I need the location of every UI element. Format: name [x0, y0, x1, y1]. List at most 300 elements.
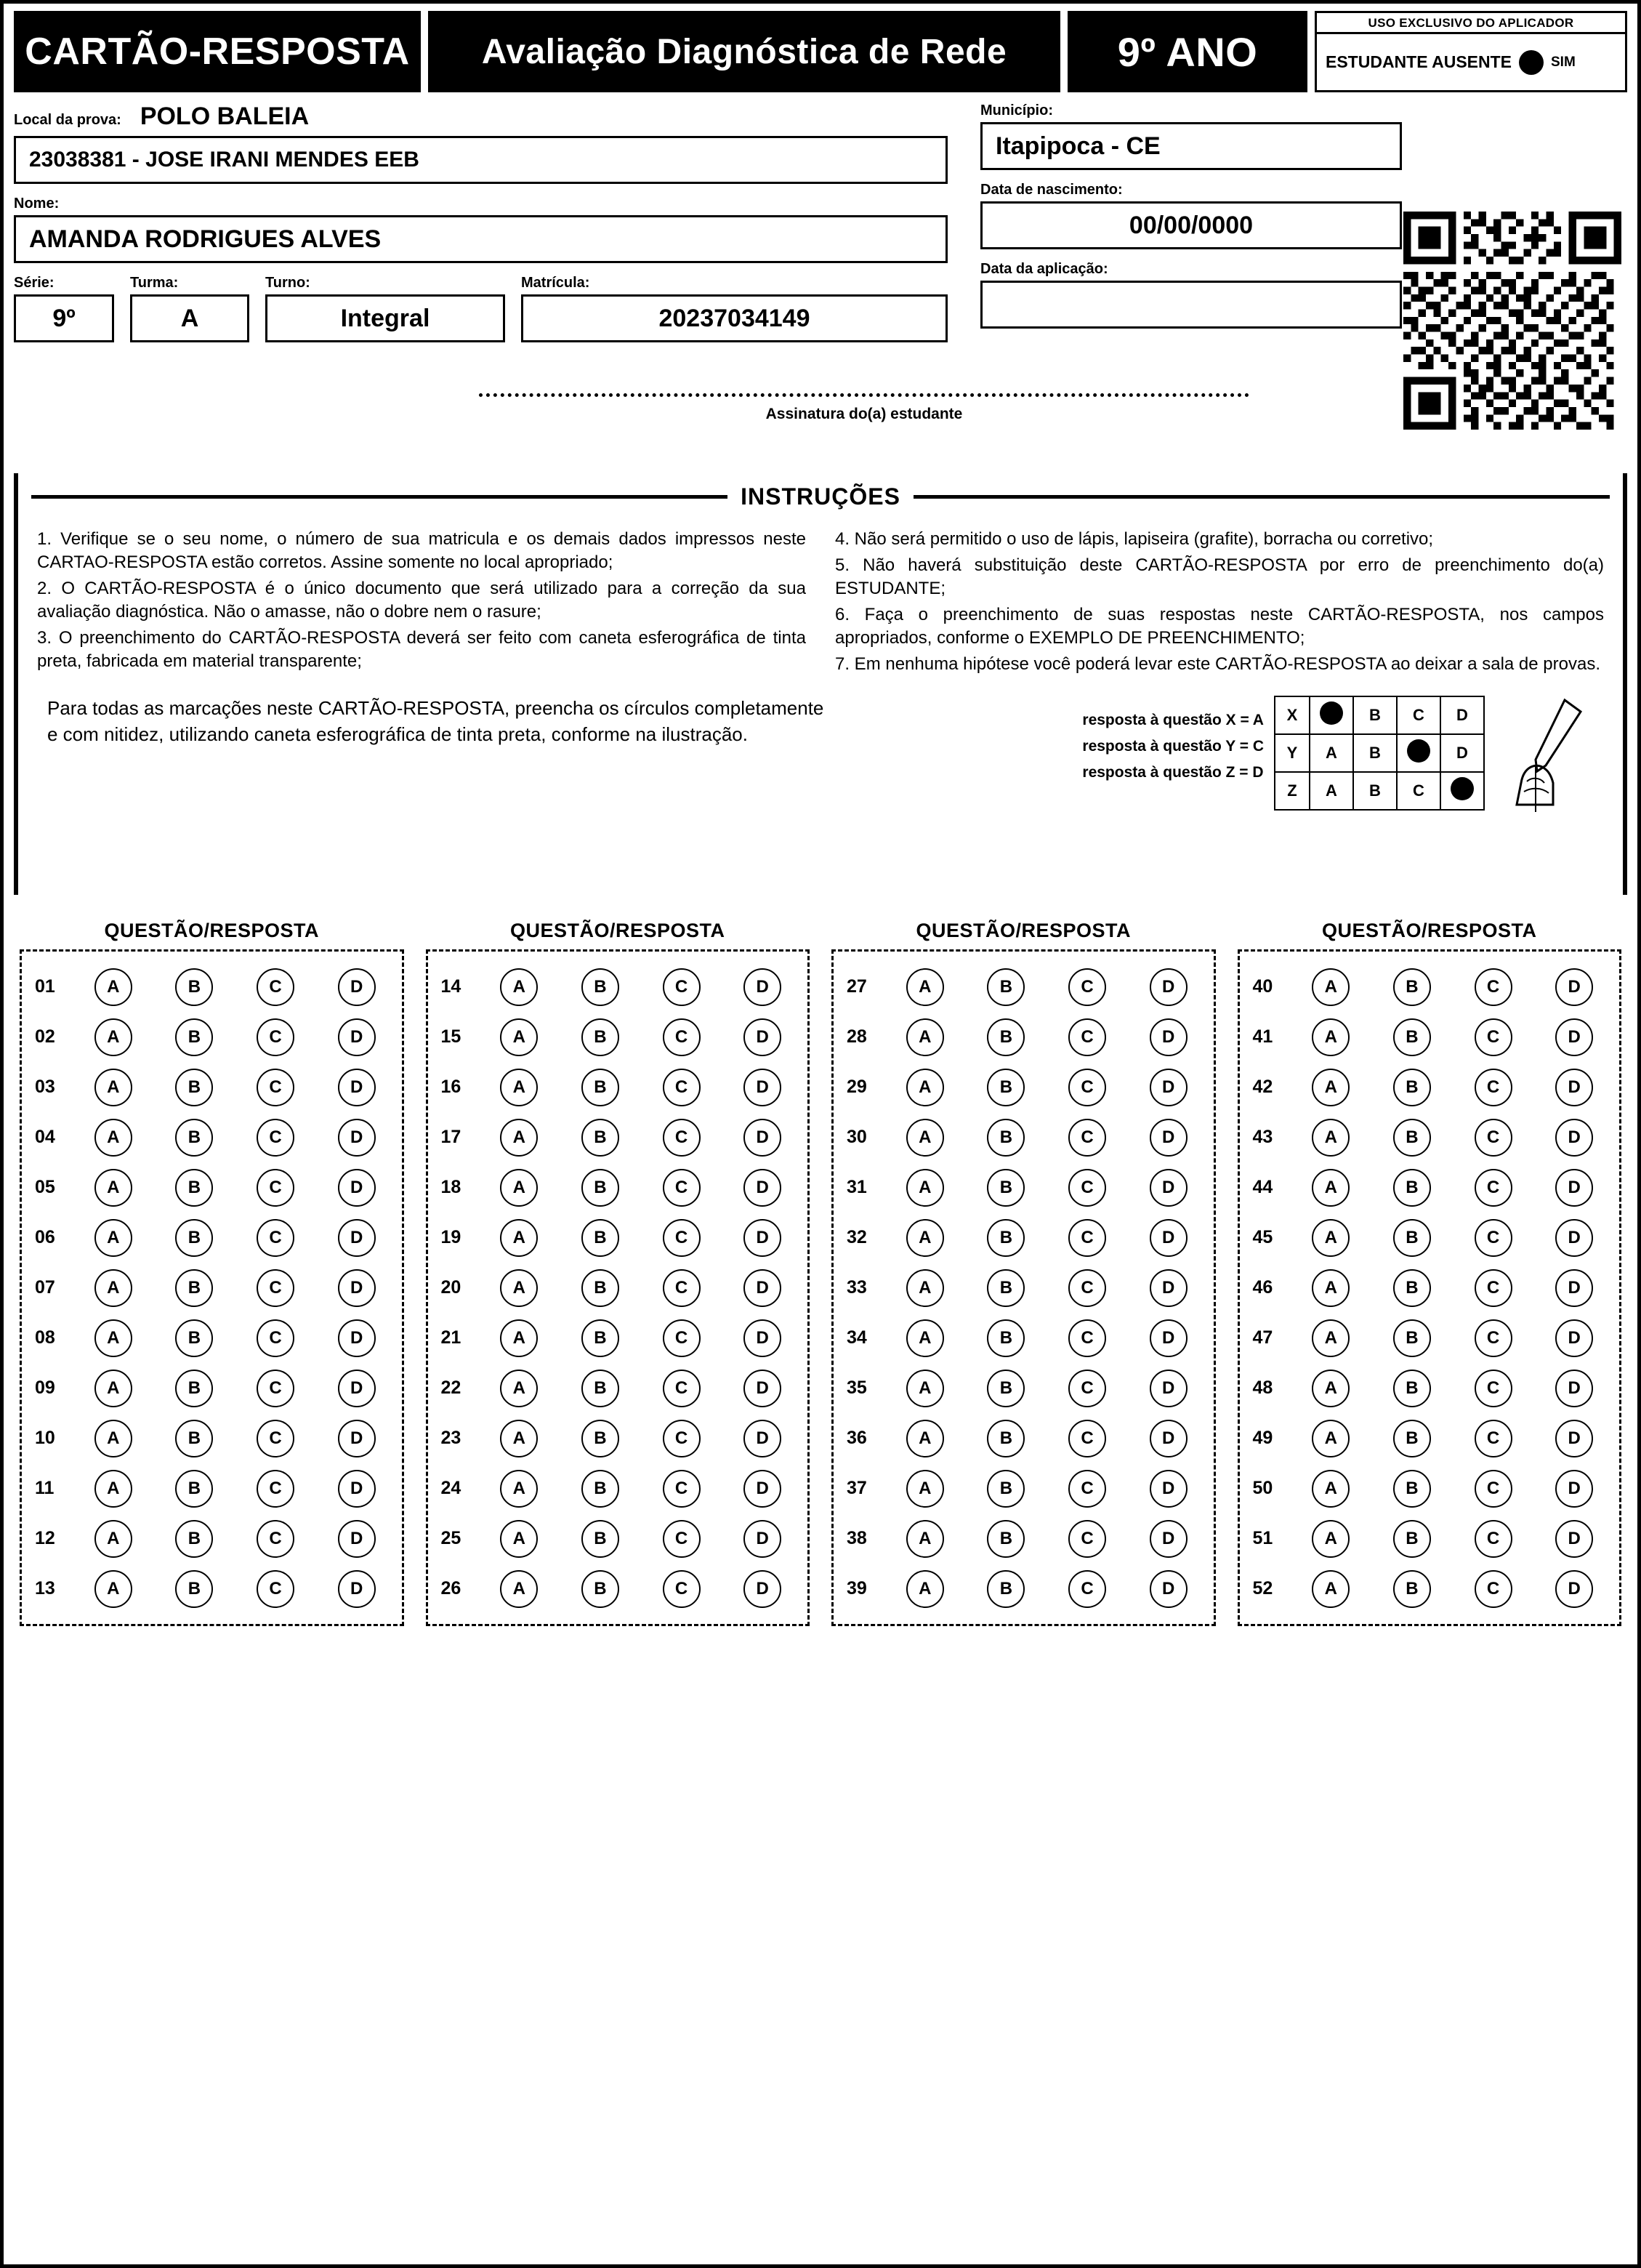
option-bubble-b[interactable]: B	[175, 1420, 213, 1457]
option-bubble-c[interactable]: C	[663, 1420, 701, 1457]
option-bubble-c[interactable]: C	[663, 1370, 701, 1407]
option-bubble-a[interactable]: A	[500, 968, 538, 1006]
option-bubble-c[interactable]: C	[257, 1219, 294, 1257]
question-number: 24	[440, 1478, 461, 1498]
example-answer-legend	[1082, 696, 1264, 785]
question-number: 27	[847, 976, 867, 997]
option-bubble-b[interactable]: B	[987, 1470, 1025, 1508]
option-bubble-d[interactable]: D	[743, 1520, 781, 1558]
card-type-title: CARTÃO-RESPOSTA	[14, 11, 421, 92]
question-row[interactable]	[432, 1263, 804, 1313]
option-bubble-c[interactable]: C	[1475, 968, 1512, 1006]
option-bubble-c[interactable]: C	[1068, 1520, 1106, 1558]
option-bubble-c[interactable]: C	[1475, 1470, 1512, 1508]
option-bubble-b[interactable]: B	[175, 1269, 213, 1307]
option-bubble-c[interactable]: C	[663, 1520, 701, 1558]
option-bubble-a[interactable]: A	[94, 968, 132, 1006]
option-bubble-b[interactable]: B	[581, 1169, 619, 1207]
option-bubble-c[interactable]: C	[1475, 1269, 1512, 1307]
question-row[interactable]	[432, 1413, 804, 1463]
option-bubble-c[interactable]: C	[257, 1370, 294, 1407]
option-bubble-d[interactable]: D	[1555, 1319, 1593, 1357]
option-bubble-b[interactable]: B	[581, 1069, 619, 1106]
option-bubble-b[interactable]: B	[175, 1520, 213, 1558]
option-bubble-d[interactable]: D	[338, 1169, 376, 1207]
question-row[interactable]	[26, 1162, 398, 1213]
question-number: 47	[1252, 1327, 1273, 1348]
question-row[interactable]	[1244, 962, 1616, 1012]
option-bubble-b[interactable]: B	[175, 1169, 213, 1207]
option-bubble-c[interactable]: C	[257, 1520, 294, 1558]
option-bubble-d[interactable]: D	[1150, 1169, 1188, 1207]
option-bubble-a[interactable]: A	[906, 1069, 944, 1106]
option-bubble-a[interactable]: A	[94, 1119, 132, 1157]
option-bubble-d[interactable]: D	[338, 1470, 376, 1508]
question-row[interactable]	[26, 1263, 398, 1313]
option-bubble-b[interactable]: B	[175, 968, 213, 1006]
question-row[interactable]	[838, 1162, 1209, 1213]
option-bubble-c[interactable]: C	[663, 1570, 701, 1608]
question-row[interactable]	[838, 1413, 1209, 1463]
option-bubble-d[interactable]: D	[1555, 1470, 1593, 1508]
option-bubble-b[interactable]: B	[175, 1570, 213, 1608]
option-bubble-d[interactable]: D	[743, 1420, 781, 1457]
option-bubble-c[interactable]: C	[257, 968, 294, 1006]
option-bubble-b[interactable]: B	[1393, 1018, 1431, 1056]
option-bubble-d[interactable]: D	[1555, 1018, 1593, 1056]
option-bubble-d[interactable]: D	[743, 1018, 781, 1056]
option-bubble-a[interactable]: A	[1312, 1018, 1350, 1056]
option-bubble-d[interactable]: D	[338, 1370, 376, 1407]
question-row[interactable]	[26, 1363, 398, 1413]
option-bubble-b[interactable]: B	[1393, 1219, 1431, 1257]
option-bubble-c[interactable]: C	[1068, 1370, 1106, 1407]
option-bubble-d[interactable]: D	[1150, 1570, 1188, 1608]
option-bubble-c[interactable]: C	[663, 1169, 701, 1207]
question-row[interactable]	[1244, 1062, 1616, 1112]
option-bubble-d[interactable]: D	[338, 1319, 376, 1357]
turma-group	[130, 275, 249, 342]
option-bubble-a[interactable]: A	[94, 1169, 132, 1207]
option-bubble-a[interactable]: A	[500, 1520, 538, 1558]
question-number: 12	[35, 1528, 55, 1548]
option-bubble-d[interactable]: D	[743, 1169, 781, 1207]
option-bubble-d[interactable]: D	[743, 1119, 781, 1157]
option-bubble-d[interactable]: D	[338, 1018, 376, 1056]
option-bubble-c[interactable]: C	[1475, 1119, 1512, 1157]
question-number: 02	[35, 1026, 55, 1047]
question-row[interactable]	[26, 962, 398, 1012]
option-bubble-a[interactable]: A	[906, 1018, 944, 1056]
option-bubble-b[interactable]: B	[581, 1470, 619, 1508]
option-bubble-b[interactable]: B	[175, 1119, 213, 1157]
option-bubble-b[interactable]: B	[175, 1470, 213, 1508]
option-bubble-b[interactable]: B	[987, 1520, 1025, 1558]
answer-column-box	[1238, 949, 1622, 1626]
option-bubble-a[interactable]: A	[906, 1269, 944, 1307]
option-bubble-b[interactable]: B	[175, 1219, 213, 1257]
question-row[interactable]	[1244, 1012, 1616, 1062]
filled-bubble-icon	[1407, 739, 1430, 763]
option-bubble-b[interactable]: B	[1393, 1069, 1431, 1106]
option-bubble-d[interactable]: D	[1150, 1119, 1188, 1157]
option-bubble-d[interactable]: D	[1555, 968, 1593, 1006]
option-bubble-c[interactable]: C	[257, 1119, 294, 1157]
question-number: 28	[847, 1026, 867, 1047]
option-bubble-b[interactable]: B	[581, 1269, 619, 1307]
question-row[interactable]	[432, 1112, 804, 1162]
option-bubble-d[interactable]: D	[1555, 1169, 1593, 1207]
option-bubble-a[interactable]: A	[94, 1420, 132, 1457]
option-bubble-d[interactable]: D	[1150, 1470, 1188, 1508]
option-bubble-c[interactable]: C	[663, 1069, 701, 1106]
option-bubble-b[interactable]: B	[581, 1420, 619, 1457]
option-bubble-b[interactable]: B	[581, 1319, 619, 1357]
option-bubble-a[interactable]: A	[1312, 1069, 1350, 1106]
serie-field: 9º	[14, 294, 114, 342]
option-bubble-c[interactable]: C	[1475, 1370, 1512, 1407]
example-answer-grid	[1274, 696, 1485, 811]
option-bubble-a[interactable]: A	[1312, 1520, 1350, 1558]
question-row[interactable]	[838, 1313, 1209, 1363]
option-bubble-a[interactable]: A	[500, 1370, 538, 1407]
option-bubble-c[interactable]: C	[257, 1570, 294, 1608]
option-bubble-d[interactable]: D	[1555, 1420, 1593, 1457]
question-row[interactable]	[26, 1413, 398, 1463]
option-bubble-b[interactable]: B	[1393, 1169, 1431, 1207]
student-name-field: AMANDA RODRIGUES ALVES	[14, 215, 948, 263]
option-bubble-a[interactable]: A	[94, 1319, 132, 1357]
option-bubble-a[interactable]: A	[94, 1470, 132, 1508]
option-bubble-a[interactable]: A	[500, 1069, 538, 1106]
option-bubble-c[interactable]: C	[257, 1319, 294, 1357]
question-row[interactable]	[26, 1313, 398, 1363]
option-bubble-b[interactable]: B	[1393, 1269, 1431, 1307]
question-row[interactable]	[1244, 1413, 1616, 1463]
question-row[interactable]	[26, 1513, 398, 1564]
option-bubble-d[interactable]: D	[743, 1370, 781, 1407]
option-bubble-b[interactable]: B	[987, 1169, 1025, 1207]
option-bubble-a[interactable]: A	[1312, 1269, 1350, 1307]
question-number: 52	[1252, 1578, 1273, 1599]
option-bubble-a[interactable]: A	[906, 1169, 944, 1207]
option-bubble-d[interactable]: D	[338, 1520, 376, 1558]
option-bubble-b[interactable]: B	[175, 1319, 213, 1357]
option-bubble-a[interactable]: A	[906, 1370, 944, 1407]
option-bubble-a[interactable]: A	[500, 1420, 538, 1457]
option-bubble-a[interactable]: A	[500, 1470, 538, 1508]
option-bubble-a[interactable]: A	[94, 1520, 132, 1558]
option-bubble-b[interactable]: B	[1393, 1319, 1431, 1357]
option-bubble-a[interactable]: A	[1312, 1319, 1350, 1357]
option-bubble-b[interactable]: B	[175, 1069, 213, 1106]
option-bubble-d[interactable]: D	[743, 1570, 781, 1608]
option-bubble-b[interactable]: B	[987, 1119, 1025, 1157]
option-bubble-a[interactable]: A	[906, 1420, 944, 1457]
question-row[interactable]	[1244, 1513, 1616, 1564]
question-row[interactable]	[432, 1313, 804, 1363]
question-row[interactable]	[432, 1012, 804, 1062]
example-grid-row	[1275, 772, 1484, 810]
option-bubble-d[interactable]: D	[743, 1470, 781, 1508]
instruction-item: 2. O CARTÃO-RESPOSTA é o único documento que será utilizado para a correção da sua avaliação diagnóstica. Não o amasse, não o dobre nem o rasure;	[37, 578, 806, 622]
option-bubble-c[interactable]: C	[1475, 1219, 1512, 1257]
option-bubble-b[interactable]: B	[987, 968, 1025, 1006]
option-bubble-d[interactable]: D	[743, 1219, 781, 1257]
option-bubble-a[interactable]: A	[94, 1219, 132, 1257]
question-row[interactable]	[1244, 1313, 1616, 1363]
option-bubble-a[interactable]: A	[1312, 1370, 1350, 1407]
question-row[interactable]	[432, 1213, 804, 1263]
question-row[interactable]	[26, 1564, 398, 1614]
question-row[interactable]	[432, 1564, 804, 1614]
option-bubble-c[interactable]: C	[663, 1319, 701, 1357]
option-bubble-a[interactable]: A	[94, 1570, 132, 1608]
option-bubble-d[interactable]: D	[1555, 1570, 1593, 1608]
question-number: 49	[1252, 1428, 1273, 1448]
question-row[interactable]	[838, 1112, 1209, 1162]
question-row[interactable]	[838, 1513, 1209, 1564]
option-bubble-c[interactable]: C	[257, 1069, 294, 1106]
option-bubble-d[interactable]: D	[743, 1269, 781, 1307]
question-row[interactable]	[26, 1463, 398, 1513]
option-bubble-d[interactable]: D	[338, 1119, 376, 1157]
option-bubble-c[interactable]: C	[663, 1269, 701, 1307]
option-bubble-a[interactable]: A	[500, 1570, 538, 1608]
option-bubble-b[interactable]: B	[1393, 1520, 1431, 1558]
instructions-title: INSTRUÇÕES	[741, 483, 900, 510]
question-row[interactable]	[838, 1213, 1209, 1263]
question-row[interactable]	[26, 1213, 398, 1263]
signature-area[interactable]	[479, 393, 1249, 423]
option-bubble-a[interactable]: A	[94, 1269, 132, 1307]
question-row[interactable]	[1244, 1213, 1616, 1263]
option-bubble-b[interactable]: B	[581, 968, 619, 1006]
option-bubble-d[interactable]: D	[743, 968, 781, 1006]
birthdate-label: Data de nascimento:	[980, 182, 1123, 198]
option-bubble-a[interactable]: A	[94, 1069, 132, 1106]
option-bubble-c[interactable]: C	[663, 1119, 701, 1157]
question-row[interactable]	[838, 1564, 1209, 1614]
option-bubble-a[interactable]: A	[1312, 968, 1350, 1006]
option-bubble-d[interactable]: D	[743, 1069, 781, 1106]
question-number: 45	[1252, 1227, 1273, 1247]
question-number: 40	[1252, 976, 1273, 997]
option-bubble-a[interactable]: A	[906, 968, 944, 1006]
question-row[interactable]	[838, 1062, 1209, 1112]
option-bubble-b[interactable]: B	[175, 1370, 213, 1407]
option-bubble-a[interactable]: A	[500, 1119, 538, 1157]
option-bubble-b[interactable]: B	[581, 1119, 619, 1157]
option-bubble-d[interactable]: D	[1150, 1420, 1188, 1457]
option-bubble-b[interactable]: B	[581, 1520, 619, 1558]
option-bubble-c[interactable]: C	[1068, 1069, 1106, 1106]
option-bubble-c[interactable]: C	[663, 968, 701, 1006]
option-bubble-a[interactable]: A	[1312, 1169, 1350, 1207]
question-row[interactable]	[26, 1012, 398, 1062]
option-bubble-b[interactable]: B	[987, 1269, 1025, 1307]
question-row[interactable]	[432, 962, 804, 1012]
question-row[interactable]	[1244, 1112, 1616, 1162]
option-bubble-a[interactable]: A	[1312, 1420, 1350, 1457]
question-row[interactable]	[838, 1263, 1209, 1313]
option-bubble-a[interactable]: A	[1312, 1570, 1350, 1608]
option-bubble-a[interactable]: A	[1312, 1219, 1350, 1257]
question-row[interactable]	[1244, 1363, 1616, 1413]
option-bubble-d[interactable]: D	[1150, 1219, 1188, 1257]
filled-bubble-icon	[1320, 701, 1343, 725]
option-bubble-d[interactable]: D	[338, 1219, 376, 1257]
option-bubble-c[interactable]: C	[257, 1470, 294, 1508]
option-bubble-b[interactable]: B	[581, 1570, 619, 1608]
option-bubble-c[interactable]: C	[1068, 1018, 1106, 1056]
filled-bubble-icon	[1451, 777, 1474, 800]
option-bubble-c[interactable]: C	[257, 1018, 294, 1056]
question-row[interactable]	[432, 1513, 804, 1564]
option-bubble-c[interactable]: C	[257, 1420, 294, 1457]
option-bubble-b[interactable]: B	[987, 1570, 1025, 1608]
option-bubble-d[interactable]: D	[1150, 1520, 1188, 1558]
serie-label: Série:	[14, 275, 55, 291]
option-bubble-d[interactable]: D	[338, 1570, 376, 1608]
absent-bubble-icon[interactable]	[1519, 50, 1544, 75]
option-bubble-d[interactable]: D	[743, 1319, 781, 1357]
option-bubble-d[interactable]: D	[338, 1420, 376, 1457]
option-bubble-c[interactable]: C	[663, 1219, 701, 1257]
option-bubble-b[interactable]: B	[581, 1370, 619, 1407]
option-bubble-d[interactable]: D	[1555, 1119, 1593, 1157]
option-bubble-d[interactable]: D	[338, 968, 376, 1006]
question-row[interactable]	[838, 1363, 1209, 1413]
question-row[interactable]	[1244, 1162, 1616, 1213]
option-bubble-c[interactable]: C	[1475, 1069, 1512, 1106]
option-bubble-b[interactable]: B	[581, 1219, 619, 1257]
option-bubble-d[interactable]: D	[1555, 1219, 1593, 1257]
question-row[interactable]	[432, 1463, 804, 1513]
option-bubble-c[interactable]: C	[1068, 1420, 1106, 1457]
option-bubble-b[interactable]: B	[987, 1370, 1025, 1407]
option-bubble-d[interactable]: D	[1555, 1520, 1593, 1558]
option-bubble-d[interactable]: D	[338, 1269, 376, 1307]
option-bubble-a[interactable]: A	[500, 1018, 538, 1056]
option-bubble-c[interactable]: C	[257, 1269, 294, 1307]
option-bubble-b[interactable]: B	[1393, 968, 1431, 1006]
option-bubble-c[interactable]: C	[1068, 1570, 1106, 1608]
option-bubble-b[interactable]: B	[581, 1018, 619, 1056]
option-bubble-d[interactable]: D	[1555, 1269, 1593, 1307]
option-bubble-a[interactable]: A	[500, 1269, 538, 1307]
option-bubble-c[interactable]: C	[1475, 1420, 1512, 1457]
option-bubble-b[interactable]: B	[987, 1420, 1025, 1457]
option-bubble-a[interactable]: A	[1312, 1470, 1350, 1508]
option-bubble-a[interactable]: A	[906, 1319, 944, 1357]
option-bubble-d[interactable]: D	[338, 1069, 376, 1106]
option-bubble-b[interactable]: B	[1393, 1470, 1431, 1508]
option-bubble-a[interactable]: A	[1312, 1119, 1350, 1157]
question-number: 34	[847, 1327, 867, 1348]
option-bubble-d[interactable]: D	[1150, 1319, 1188, 1357]
option-bubble-a[interactable]: A	[500, 1219, 538, 1257]
question-row[interactable]	[1244, 1463, 1616, 1513]
option-bubble-d[interactable]: D	[1555, 1069, 1593, 1106]
question-row[interactable]	[838, 1463, 1209, 1513]
instruction-item: 3. O preenchimento do CARTÃO-RESPOSTA deverá ser feito com caneta esferográfica de tinta preta, fabricada em material transparente;	[37, 627, 806, 671]
option-bubble-c[interactable]: C	[1068, 1269, 1106, 1307]
option-bubble-b[interactable]: B	[987, 1018, 1025, 1056]
option-bubble-c[interactable]: C	[1475, 1018, 1512, 1056]
question-row[interactable]	[432, 1363, 804, 1413]
option-bubble-a[interactable]: A	[906, 1119, 944, 1157]
question-number: 22	[440, 1378, 461, 1398]
option-bubble-b[interactable]: B	[1393, 1370, 1431, 1407]
question-row[interactable]	[26, 1112, 398, 1162]
option-bubble-b[interactable]: B	[175, 1018, 213, 1056]
option-bubble-c[interactable]: C	[663, 1018, 701, 1056]
option-bubble-a[interactable]: A	[500, 1319, 538, 1357]
question-row[interactable]	[1244, 1263, 1616, 1313]
option-bubble-b[interactable]: B	[987, 1069, 1025, 1106]
option-bubble-c[interactable]: C	[1068, 1119, 1106, 1157]
option-bubble-c[interactable]: C	[1475, 1169, 1512, 1207]
option-bubble-b[interactable]: B	[987, 1319, 1025, 1357]
option-bubble-a[interactable]: A	[94, 1018, 132, 1056]
option-bubble-c[interactable]: C	[1068, 1319, 1106, 1357]
option-bubble-c[interactable]: C	[1068, 1219, 1106, 1257]
question-row[interactable]	[26, 1062, 398, 1112]
question-number: 05	[35, 1177, 55, 1197]
option-bubble-b[interactable]: B	[1393, 1570, 1431, 1608]
option-bubble-d[interactable]: D	[1150, 968, 1188, 1006]
option-bubble-c[interactable]: C	[257, 1169, 294, 1207]
option-bubble-a[interactable]: A	[906, 1570, 944, 1608]
question-row[interactable]	[1244, 1564, 1616, 1614]
question-row[interactable]	[838, 1012, 1209, 1062]
option-bubble-d[interactable]: D	[1150, 1370, 1188, 1407]
option-bubble-a[interactable]: A	[906, 1470, 944, 1508]
option-bubble-a[interactable]: A	[906, 1520, 944, 1558]
option-bubble-a[interactable]: A	[906, 1219, 944, 1257]
option-bubble-d[interactable]: D	[1150, 1018, 1188, 1056]
option-bubble-d[interactable]: D	[1150, 1269, 1188, 1307]
student-absent-row[interactable]	[1317, 32, 1625, 90]
question-row[interactable]	[432, 1062, 804, 1112]
example-cell: A	[1310, 734, 1353, 772]
option-bubble-d[interactable]: D	[1555, 1370, 1593, 1407]
instructions-rule-right	[914, 495, 1610, 499]
option-bubble-a[interactable]: A	[94, 1370, 132, 1407]
option-bubble-d[interactable]: D	[1150, 1069, 1188, 1106]
question-number: 46	[1252, 1277, 1273, 1298]
option-bubble-c[interactable]: C	[1475, 1319, 1512, 1357]
option-bubble-c[interactable]: C	[1068, 968, 1106, 1006]
option-bubble-c[interactable]: C	[1475, 1520, 1512, 1558]
option-bubble-b[interactable]: B	[987, 1219, 1025, 1257]
option-bubble-c[interactable]: C	[1475, 1570, 1512, 1608]
option-bubble-c[interactable]: C	[663, 1470, 701, 1508]
question-number: 26	[440, 1578, 461, 1599]
question-number: 11	[35, 1478, 55, 1498]
question-number: 35	[847, 1378, 867, 1398]
option-bubble-b[interactable]: B	[1393, 1420, 1431, 1457]
option-bubble-c[interactable]: C	[1068, 1169, 1106, 1207]
question-row[interactable]	[432, 1162, 804, 1213]
option-bubble-a[interactable]: A	[500, 1169, 538, 1207]
question-number: 50	[1252, 1478, 1273, 1498]
option-bubble-c[interactable]: C	[1068, 1470, 1106, 1508]
turma-field: A	[130, 294, 249, 342]
option-bubble-b[interactable]: B	[1393, 1119, 1431, 1157]
question-row[interactable]	[838, 962, 1209, 1012]
